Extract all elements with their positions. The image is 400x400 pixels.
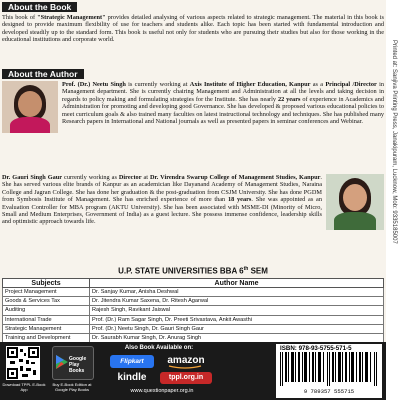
google-play-caption: Buy E-Book Edition at Google Play Books xyxy=(52,382,92,392)
table-row xyxy=(3,315,384,324)
qr-code-icon[interactable] xyxy=(6,346,40,380)
author-cell: Dr. Saurabh Kumar Singh, Dr. Anurag Singh xyxy=(90,333,384,342)
kindle-badge[interactable]: kindle xyxy=(117,372,147,383)
subjects-table xyxy=(2,278,384,343)
amazon-badge[interactable]: amazon xyxy=(160,355,212,368)
author-cell: Prof. (Dr.) Neetu Singh, Dr. Gauri Singh Gaur xyxy=(90,324,384,333)
author-cell: Prof. (Dr.) Ram Sagar Singh, Dr. Preeti Srivastava, Ankit Awasthi xyxy=(90,315,384,324)
website-link[interactable]: www.questionpaper.org.in xyxy=(130,388,194,394)
subject-cell: Training and Development xyxy=(3,333,90,342)
author1-bio: Prof. (Dr.) Neetu Singh is currently working at Axis Institute of Higher Education, Kanpur as a Principal /Director in Management department. She is currently chairing Management and Administration at all the levels and taking decision in regards to policy making and formulating strategies for the Institute. She has nearly 22 years of experience in Academics and Administration for promoting and developing good Governance. She has developed & proposed various educational policies to meet curriculum goals & also trained many faculties on latest instructional technology and techniques. She has published many Research papers in International and National journals as well as presented papers in seminar conferences and Webinar. xyxy=(62,81,384,126)
table-row xyxy=(3,306,384,315)
about-author-heading: About the Author xyxy=(2,69,84,79)
author-cell: Rajesh Singh, Ravikant Jaiswal xyxy=(90,306,384,315)
isbn-number: ISBN: 978-93-5755-571-5 xyxy=(280,345,352,352)
table-row xyxy=(3,324,384,333)
isbn-barcode-block xyxy=(276,344,382,398)
author2-bio: Dr. Gauri Singh Gaur currently working as Director at Dr. Virendra Swarup College of Management Studies, Kanpur. She has served various elite brands of Kanpur as an academician like Dayanand Academy of Management Studies, Naraina College and Jagran College. She has done her graduation & the post-graduation from CSJM University. She has done PGDM from Symbosis Institute of Management. She has enriched experience of more than 18 years. She was appointed as an Evaluation Controller for MBA program (AKTU University). She has been associated with MSME-DI (Minority of Micro, Small and Medium Enterprises, Government of India) as a guest lecture. She possess immense confidence, leadership skills and optimistic approach towards life. xyxy=(2,174,322,226)
app-download-label: Download TPPL E-Book App xyxy=(2,382,46,392)
subject-cell: Auditing xyxy=(3,306,90,315)
header-subjects: Subjects xyxy=(3,279,90,288)
google-play-icon xyxy=(56,355,68,369)
table-row xyxy=(3,288,384,297)
author1-photo xyxy=(2,81,58,133)
author-cell: Dr. Jitendra Kumar Saxena, Dr. Ritesh Agarwal xyxy=(90,297,384,306)
table-row xyxy=(3,297,384,306)
also-available-label: Also Book Available on: xyxy=(124,345,194,351)
printer-credit: Printed at: Sanjiva Printing Press, Janakipuram, Lucknow, Mob: 9335185007 xyxy=(391,40,397,244)
subject-cell: Project Management xyxy=(3,288,90,297)
header-author-name: Author Name xyxy=(90,279,384,288)
author-cell: Dr. Sanjay Kumar, Anisha Deshwal xyxy=(90,288,384,297)
about-book-heading: About the Book xyxy=(2,2,77,12)
university-band: U.P. STATE UNIVERSITIES BBA 6th SEM xyxy=(118,266,268,276)
subject-cell: Goods & Services Tax xyxy=(3,297,90,306)
barcode-number: 9 789357 555715 xyxy=(303,388,355,395)
flipkart-badge[interactable]: Flipkart xyxy=(110,355,154,368)
tppl-badge[interactable]: tppl.org.in xyxy=(160,372,212,384)
amazon-smile-icon xyxy=(168,365,202,369)
subject-cell: Strategic Management xyxy=(3,324,90,333)
about-book-text: This book of "Strategic Management" provides detailed analysing of various aspects related to strategic management. The material in this book is designed to provide maximum flexibility of use for teachers and students alike. Each topic has been started with fundamental introduction and developed steadily up to the standard form. This book is useful not only for students who are pursuing their studies but also for those working in the educational institutions and corporate world. xyxy=(2,14,384,44)
side-strip xyxy=(386,0,400,400)
table-header-row xyxy=(3,279,384,288)
author2-photo xyxy=(326,174,384,230)
subject-cell: International Trade xyxy=(3,315,90,324)
google-play-books-badge[interactable]: Google Play Books xyxy=(52,346,94,380)
barcode-icon xyxy=(280,352,378,386)
